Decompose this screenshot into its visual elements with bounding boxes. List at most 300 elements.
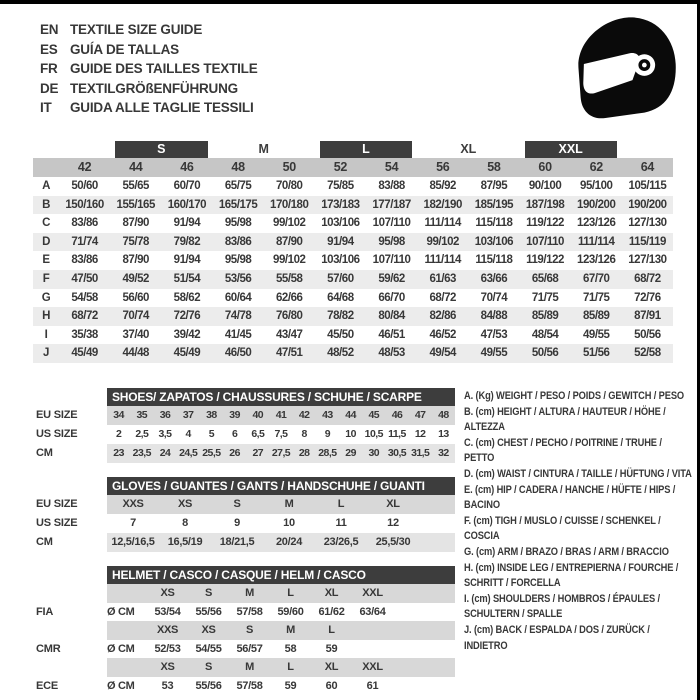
gloves-value: S xyxy=(233,498,241,510)
gloves-value: 12 xyxy=(387,517,399,529)
size-column-header: 42 xyxy=(59,158,110,177)
row-letter: G xyxy=(41,291,51,304)
legend-item: H. (cm) INSIDE LEG / ENTREPIERNA / FOURCHE / SCHRITT / FORCELLA xyxy=(464,561,679,590)
shoes-value: 46 xyxy=(391,409,403,421)
shoes-value: 28,5 xyxy=(318,447,337,459)
size-value: 68/72 xyxy=(59,307,110,326)
legend-item: C. (cm) CHEST / PECHO / POITRINE / TRUHE / PETTO xyxy=(464,436,662,465)
language-row xyxy=(40,40,258,60)
size-value: 190/200 xyxy=(571,196,622,215)
helmet-value: 53 xyxy=(161,679,174,692)
size-value: 83/88 xyxy=(378,180,405,192)
size-value: 52/58 xyxy=(622,344,673,363)
gloves-size-table xyxy=(36,477,455,552)
size-value: 72/76 xyxy=(634,291,661,304)
size-value: 60/64 xyxy=(224,291,252,304)
size-value: 182/190 xyxy=(417,196,468,215)
shoes-row xyxy=(36,406,455,425)
shoes-value: 28 xyxy=(298,447,310,459)
helmet-sizes-row xyxy=(36,621,455,640)
helmet-size-label: XS xyxy=(201,624,216,636)
shoes-value: 5 xyxy=(208,428,215,440)
size-column-header: 44 xyxy=(110,158,161,177)
helmet-standard-label: ECE xyxy=(36,679,59,692)
size-value: 79/82 xyxy=(161,233,212,252)
size-value: 99/102 xyxy=(273,217,306,230)
size-value: 44/48 xyxy=(110,344,161,363)
helmet-diameter-unit: Ø CM xyxy=(107,679,135,692)
size-value: 55/58 xyxy=(264,270,315,289)
size-value: 43/47 xyxy=(275,328,303,341)
shoes-value: 30,5 xyxy=(387,447,407,459)
row-letter: H xyxy=(33,307,59,326)
helmet-size-label: XS xyxy=(160,661,175,673)
gloves-value: XS xyxy=(177,498,193,510)
helmet-value: 61 xyxy=(366,679,379,692)
shoes-value: 37 xyxy=(182,409,194,421)
size-value: 111/114 xyxy=(424,217,461,230)
shoes-row xyxy=(36,444,455,463)
racing-helmet-icon xyxy=(572,14,680,128)
helmet-values xyxy=(107,603,455,622)
size-value: 91/94 xyxy=(315,233,366,252)
language-code: ES xyxy=(40,41,58,57)
shoes-row-values xyxy=(107,425,455,444)
size-value: 45/50 xyxy=(327,328,354,341)
shoes-value: 38 xyxy=(206,409,217,421)
shoes-value: 7,5 xyxy=(274,428,288,440)
size-value: 65/75 xyxy=(224,180,252,192)
shoes-value: 40 xyxy=(252,409,264,421)
size-columns-spacer xyxy=(33,158,59,177)
shoes-value: 2 xyxy=(115,428,122,440)
size-value: 62/66 xyxy=(275,291,303,304)
shoes-row-label: US SIZE xyxy=(36,428,78,440)
size-value: 50/60 xyxy=(71,180,98,192)
size-value: 46/50 xyxy=(213,344,264,363)
size-value: 87/90 xyxy=(264,233,315,252)
gloves-value: 7 xyxy=(130,517,136,529)
size-value: 85/89 xyxy=(520,307,571,326)
size-group-l: L xyxy=(320,141,412,158)
size-value: 49/55 xyxy=(582,328,610,341)
size-value: 61/63 xyxy=(417,270,468,289)
row-letter: A xyxy=(42,180,50,192)
legend-item: I. (cm) SHOULDERS / HOMBROS / ÉPAULES / SCHULTERN / SPALLE xyxy=(464,592,660,621)
size-value: 111/114 xyxy=(424,254,461,267)
language-label: GUIDE DES TAILLES TEXTILE xyxy=(70,61,258,76)
row-letter: I xyxy=(44,328,48,341)
helmet-size-label: XS xyxy=(160,587,175,599)
gloves-row-label: US SIZE xyxy=(36,517,78,529)
helmet-size-label: XXL xyxy=(362,661,383,673)
helmet-value: 60 xyxy=(325,679,338,692)
helmet-values xyxy=(107,677,455,696)
gloves-row-label: EU SIZE xyxy=(36,498,78,510)
gloves-value: 20/24 xyxy=(275,536,303,548)
size-value: 65/68 xyxy=(520,270,571,289)
legend-item: B. (cm) HEIGHT / ALTURA / HAUTEUR / HÖHE / ALTEZZA xyxy=(464,405,666,434)
shoes-value: 12 xyxy=(414,428,426,440)
size-column-header: 52 xyxy=(315,158,366,177)
helmet-value: 55/56 xyxy=(195,605,222,618)
size-value: 95/98 xyxy=(224,217,252,230)
size-value: 95/100 xyxy=(580,180,613,192)
helmet-values-row xyxy=(36,640,455,659)
size-value: 177/187 xyxy=(366,196,417,215)
helmet-size-label: M xyxy=(286,624,295,636)
gloves-value: XL xyxy=(386,498,400,510)
size-value: 115/119 xyxy=(622,233,673,252)
shoes-value: 44 xyxy=(345,409,356,421)
helmet-value: 55/56 xyxy=(195,679,222,692)
size-value: 123/126 xyxy=(577,217,616,230)
shoes-row-values xyxy=(107,444,455,463)
size-value: 90/100 xyxy=(528,180,562,192)
size-column-header: 48 xyxy=(213,158,264,177)
size-value: 87/95 xyxy=(480,180,508,192)
shoes-value: 25,5 xyxy=(202,447,221,459)
helmet-row-label xyxy=(36,658,107,677)
shoes-value: 47 xyxy=(414,409,426,421)
legend-item: E. (cm) HIP / CADERA / HANCHE / HÜFTE / HIPS / BACINO xyxy=(464,483,676,512)
gloves-value: 16,5/19 xyxy=(167,536,203,548)
gloves-row xyxy=(36,495,455,514)
size-value: 39/42 xyxy=(173,328,201,341)
size-value: 173/183 xyxy=(315,196,366,215)
size-value: 190/200 xyxy=(622,196,673,215)
language-code: FR xyxy=(40,61,58,76)
helmet-section-title: HELMET / CASCO / CASQUE / HELM / CASCO xyxy=(107,566,455,584)
shoes-value: 32 xyxy=(438,447,449,459)
size-value: 67/70 xyxy=(571,270,622,289)
shoes-value: 30 xyxy=(368,447,380,459)
gloves-value: 11 xyxy=(335,517,347,529)
helmet-value: 59/60 xyxy=(277,605,304,618)
gloves-row xyxy=(36,514,455,533)
size-column-header: 46 xyxy=(161,158,212,177)
shoes-value: 8 xyxy=(301,428,307,440)
size-value: 58/62 xyxy=(173,291,201,304)
size-column-header: 64 xyxy=(622,158,673,177)
shoes-value: 4 xyxy=(185,428,191,440)
shoes-value: 9 xyxy=(324,428,331,440)
size-value: 87/91 xyxy=(622,307,673,326)
gloves-value: M xyxy=(284,498,294,510)
helmet-value: 56/57 xyxy=(236,642,263,655)
shoes-row xyxy=(36,425,455,444)
language-row xyxy=(40,98,258,118)
language-list xyxy=(40,20,258,118)
size-value: 49/54 xyxy=(417,344,468,363)
helmet-sizes-values xyxy=(107,658,455,677)
shoes-value: 43 xyxy=(322,409,333,421)
shoes-value: 6,5 xyxy=(251,428,265,440)
shoes-value: 48 xyxy=(438,409,449,421)
size-value: 48/53 xyxy=(366,344,417,363)
size-value: 103/106 xyxy=(321,254,360,267)
size-value: 119/122 xyxy=(526,254,564,267)
helmet-row-label xyxy=(36,621,107,640)
helmet-size-label: M xyxy=(245,661,254,673)
shoes-row-label: CM xyxy=(36,447,53,459)
language-code: DE xyxy=(40,80,59,96)
helmet-unit-spacer xyxy=(107,584,147,603)
helmet-value: 52/53 xyxy=(154,642,181,655)
size-value: 64/68 xyxy=(327,291,354,304)
helmet-size-label: L xyxy=(287,661,294,673)
size-value: 55/65 xyxy=(122,180,149,192)
shoes-row-label: EU SIZE xyxy=(36,409,78,421)
gloves-row-values xyxy=(107,514,455,533)
legend-item: F. (cm) TIGH / MUSLO / CUISSE / SCHENKEL / COSCIA xyxy=(464,514,661,543)
helmet-values-row xyxy=(36,603,455,622)
gloves-value: 8 xyxy=(182,517,188,529)
shoes-section-title: SHOES/ ZAPATOS / CHAUSSURES / SCHUHE / SCARPE xyxy=(107,388,455,406)
size-value: 123/126 xyxy=(577,254,616,267)
helmet-size-label: XXL xyxy=(362,587,383,599)
shoes-value: 13 xyxy=(438,428,449,440)
helmet-value: 58 xyxy=(284,642,297,655)
size-value: 87/90 xyxy=(122,217,149,230)
size-value: 46/52 xyxy=(429,328,456,341)
shoes-size-table xyxy=(36,388,455,463)
size-value: 50/56 xyxy=(634,328,661,341)
size-value: 105/115 xyxy=(628,180,667,192)
gloves-row-label: CM xyxy=(36,536,53,548)
helmet-size-label: S xyxy=(204,587,213,599)
size-value: 56/60 xyxy=(122,291,149,304)
helmet-diameter-unit: Ø CM xyxy=(107,605,135,618)
size-value: 57/60 xyxy=(315,270,366,289)
helmet-value: 59 xyxy=(284,679,297,692)
size-value: 70/80 xyxy=(275,180,303,192)
size-value: 50/56 xyxy=(520,344,571,363)
size-column-header: 60 xyxy=(520,158,571,177)
size-value: 119/122 xyxy=(526,217,564,230)
size-group-xl: XL xyxy=(460,142,477,156)
size-value: 107/110 xyxy=(520,233,571,252)
size-value: 103/106 xyxy=(321,217,360,230)
shoes-value: 11,5 xyxy=(388,428,406,440)
helmet-value: 57/58 xyxy=(236,605,263,618)
helmet-size-label: L xyxy=(287,587,294,599)
size-value: 35/38 xyxy=(71,328,98,341)
size-value: 75/85 xyxy=(327,180,354,192)
size-value: 85/92 xyxy=(429,180,456,192)
helmet-values xyxy=(107,640,455,659)
gloves-value: 23/26,5 xyxy=(323,536,359,548)
size-value: 74/78 xyxy=(213,307,264,326)
helmet-size-label: S xyxy=(245,624,254,636)
size-value: 66/70 xyxy=(378,291,405,304)
helmet-size-label: L xyxy=(328,624,335,636)
shoes-value: 23 xyxy=(113,447,124,459)
shoes-value: 39 xyxy=(229,409,240,421)
size-value: 60/70 xyxy=(173,180,201,192)
legend-item: A. (Kg) WEIGHT / PESO / POIDS / GEWITCH / PESO xyxy=(464,390,685,402)
size-value: 48/52 xyxy=(315,344,366,363)
gloves-row-values xyxy=(107,533,455,552)
shoes-value: 3,5 xyxy=(158,428,172,440)
language-label: GUÍA DE TALLAS xyxy=(70,41,179,57)
size-value: 70/74 xyxy=(110,307,161,326)
size-value: 37/40 xyxy=(122,328,149,341)
size-value: 127/130 xyxy=(628,217,667,230)
helmet-size-label: XL xyxy=(324,661,339,673)
size-value: 45/49 xyxy=(59,344,110,363)
size-column-header: 58 xyxy=(468,158,519,177)
shoes-value: 42 xyxy=(298,409,310,421)
size-value: 150/160 xyxy=(59,196,110,215)
helmet-size-table xyxy=(36,566,455,695)
size-value: 47/53 xyxy=(480,328,508,341)
size-value: 63/66 xyxy=(468,270,519,289)
size-value: 45/49 xyxy=(161,344,212,363)
language-row xyxy=(40,59,258,79)
shoes-value: 24 xyxy=(159,447,171,459)
shoes-value: 29 xyxy=(345,447,356,459)
language-label: TEXTILE SIZE GUIDE xyxy=(70,22,203,37)
size-value: 83/86 xyxy=(71,217,98,230)
size-value: 78/82 xyxy=(315,307,366,326)
gloves-value: L xyxy=(337,498,345,510)
size-value: 185/195 xyxy=(468,196,519,215)
size-value: 95/98 xyxy=(224,254,252,267)
row-letter: C xyxy=(42,217,50,230)
size-value: 83/86 xyxy=(213,233,264,252)
helmet-sizes-values xyxy=(107,584,455,603)
helmet-value: 54/55 xyxy=(195,642,222,655)
size-value: 91/94 xyxy=(173,254,201,267)
legend-item: J. (cm) BACK / ESPALDA / DOS / ZURÜCK / INDIETRO xyxy=(464,623,650,652)
size-value: 107/110 xyxy=(372,254,411,267)
measurement-legend xyxy=(464,389,694,654)
shoes-value: 35 xyxy=(136,409,148,421)
size-value: 72/76 xyxy=(161,307,212,326)
helmet-values-row xyxy=(36,677,455,696)
row-letter: B xyxy=(33,196,59,215)
size-group-s: S xyxy=(115,141,207,158)
helmet-value: 53/54 xyxy=(154,605,181,618)
size-value: 46/51 xyxy=(378,328,405,341)
helmet-value: 59 xyxy=(325,642,338,655)
textile-size-table xyxy=(33,141,673,363)
gloves-value: 9 xyxy=(234,517,240,529)
gloves-value: 18/21,5 xyxy=(219,536,255,548)
shoes-value: 31,5 xyxy=(411,447,430,459)
size-value: 82/86 xyxy=(417,307,468,326)
shoes-value: 45 xyxy=(368,409,380,421)
size-value: 49/55 xyxy=(468,344,519,363)
size-column-header: 54 xyxy=(366,158,417,177)
size-value: 71/75 xyxy=(582,291,610,304)
top-border-bar xyxy=(0,0,700,4)
gloves-value: 12,5/16,5 xyxy=(111,536,155,548)
shoes-value: 34 xyxy=(113,409,124,421)
size-value: 41/45 xyxy=(224,328,252,341)
language-row xyxy=(40,20,258,40)
row-letter: E xyxy=(42,254,50,267)
size-value: 80/84 xyxy=(366,307,417,326)
helmet-size-label: XXS xyxy=(156,624,179,636)
helmet-unit-spacer xyxy=(107,621,147,640)
size-value: 155/165 xyxy=(110,196,161,215)
size-value: 95/98 xyxy=(366,233,417,252)
shoes-row-values xyxy=(107,406,455,425)
size-value: 71/74 xyxy=(59,233,110,252)
size-value: 103/106 xyxy=(468,233,519,252)
size-value: 53/56 xyxy=(213,270,264,289)
legend-item: G. (cm) ARM / BRAZO / BRAS / ARM / BRACCIO xyxy=(464,545,669,558)
shoes-value: 24,5 xyxy=(179,447,198,459)
gloves-value: 10 xyxy=(283,517,295,529)
size-value: 85/89 xyxy=(571,307,622,326)
size-value: 71/75 xyxy=(531,291,559,304)
size-value: 70/74 xyxy=(480,291,508,304)
helmet-sizes-row xyxy=(36,658,455,677)
size-column-header: 56 xyxy=(417,158,468,177)
gloves-value: 25,5/30 xyxy=(375,536,411,548)
helmet-size-label: M xyxy=(245,587,254,599)
size-value: 107/110 xyxy=(372,217,411,230)
shoes-value: 10 xyxy=(345,428,356,440)
size-group-m: M xyxy=(258,142,269,156)
size-value: 49/52 xyxy=(110,270,161,289)
shoes-value: 2,5 xyxy=(135,428,149,440)
shoes-value: 6 xyxy=(231,428,238,440)
size-value: 51/54 xyxy=(161,270,212,289)
size-value: 87/90 xyxy=(122,254,149,267)
helmet-standard-label: FIA xyxy=(36,605,54,618)
language-code: EN xyxy=(40,22,59,37)
size-value: 115/118 xyxy=(475,254,513,267)
size-value: 47/51 xyxy=(264,344,315,363)
gloves-section-title: GLOVES / GUANTES / GANTS / HANDSCHUHE / GUANTI xyxy=(107,477,455,495)
helmet-size-label: XL xyxy=(324,587,339,599)
language-row xyxy=(40,79,258,99)
shoes-value: 23,5 xyxy=(132,447,151,459)
helmet-standard-label: CMR xyxy=(36,642,61,655)
row-letter: D xyxy=(33,233,59,252)
size-value: 170/180 xyxy=(264,196,315,215)
helmet-sizes-values xyxy=(107,621,455,640)
size-column-header: 50 xyxy=(264,158,315,177)
gloves-value: XXS xyxy=(122,498,144,510)
size-value: 99/102 xyxy=(273,254,306,267)
size-value: 187/198 xyxy=(520,196,571,215)
size-value: 68/72 xyxy=(622,270,673,289)
helmet-value: 61/62 xyxy=(318,605,345,618)
helmet-sizes-row xyxy=(36,584,455,603)
size-value: 76/80 xyxy=(264,307,315,326)
gloves-row-values xyxy=(107,495,455,514)
gloves-row xyxy=(36,533,455,552)
helmet-value: 57/58 xyxy=(236,679,263,692)
helmet-unit-spacer xyxy=(107,658,147,677)
size-value: 59/62 xyxy=(366,270,417,289)
size-group-xxl: XXL xyxy=(525,141,617,158)
shoes-value: 27 xyxy=(252,447,264,459)
shoes-value: 26 xyxy=(229,447,240,459)
helmet-row-label xyxy=(36,584,107,603)
size-value: 75/78 xyxy=(110,233,161,252)
language-code: IT xyxy=(40,100,52,115)
helmet-size-label: S xyxy=(204,661,213,673)
size-value: 48/54 xyxy=(531,328,559,341)
size-value: 160/170 xyxy=(161,196,212,215)
helmet-diameter-unit: Ø CM xyxy=(107,642,135,655)
